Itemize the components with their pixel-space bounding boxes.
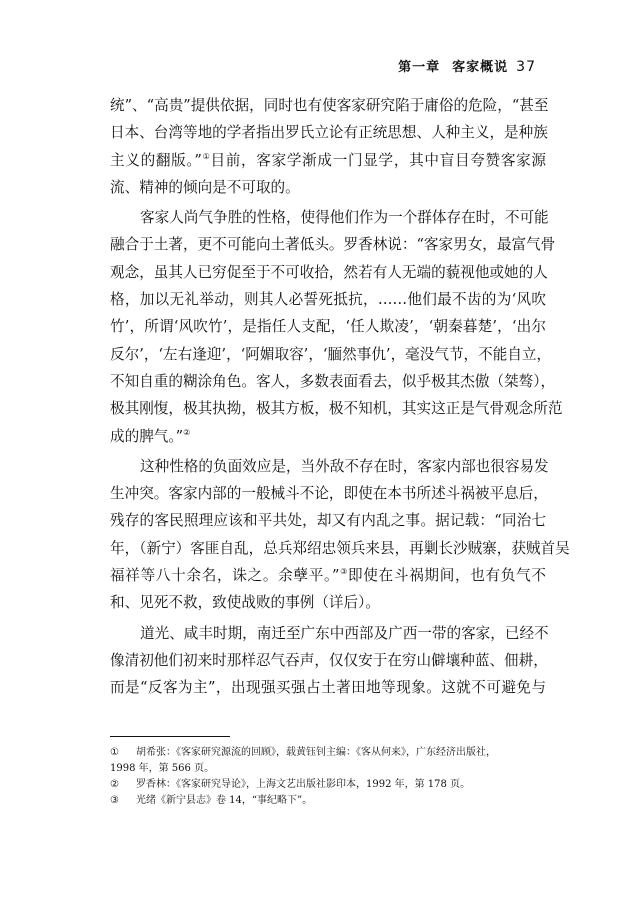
text-span: 即使在斗祸期间，也有负气不 [347, 567, 546, 585]
footnote-ref-1[interactable]: ① [201, 151, 211, 161]
text-line: 极其刚愎，极其执拗，极其方板，极不知机，其实这正是气骨观念所范 [110, 400, 563, 418]
body-text [110, 92, 570, 702]
text-line: 竹’，所谓‘风吹竹’，是指任人支配，‘任人欺凌’，‘朝秦暮楚’，‘出尔 [110, 318, 546, 336]
footnote-text-cont: 1998 年，第 566 页。 [110, 763, 215, 774]
text-line: 残存的客民照理应该和平共处，却又有内乱之事。据记载：“同治七 [110, 512, 546, 530]
text-line: 格，加以无礼举动，则其人必誓死抵抗，……他们最不齿的为‘风吹 [110, 291, 546, 309]
footnote-ref-3[interactable]: ③ [339, 567, 348, 577]
text-line: 和、见死不救，致使战败的事例（详后）。 [110, 594, 380, 612]
footnote-mark: ② [110, 779, 119, 790]
text-line: 像清初他们初来时那样忍气吞声，仅仅安于在穷山僻壤种蓝、佃耕， [110, 651, 548, 669]
text-line: 日本、台湾等地的学者指出罗氏立论有正统思想、人种主义，是种族 [110, 124, 548, 142]
page-number: 37 [516, 59, 536, 75]
text-line: 观念，虽其人已穷促至于不可收拾，然若有人无端的藐视他或她的人 [110, 263, 548, 281]
running-head [398, 56, 536, 75]
footnote-ref-2[interactable]: ② [183, 427, 191, 437]
footnote-mark: ① [110, 747, 119, 758]
footnote-text: 罗香林：《客家研究导论》，上海文艺出版社影印本，1992 年，第 178 页。 [136, 779, 471, 790]
footnote-text: 光绪《新宁县志》卷 14，“事纪略下”。 [136, 795, 313, 806]
text-line: 融合于土著，更不可能向土著低头。罗香林说：“客家男女，最富气骨 [110, 236, 556, 254]
text-line: 流、精神的倾向是不可取的。 [110, 178, 300, 196]
footnote-mark: ③ [110, 795, 119, 806]
text-line: 统”、“高贵”提供依据，同时也有使客家研究陷于庸俗的危险，“甚至 [110, 97, 549, 114]
text-span: 福祥等八十余名，诛之。余孽平。” [110, 567, 340, 585]
text-line: 生冲突。客家内部的一般械斗不论，即使在本书所述斗祸被平息后， [110, 485, 548, 503]
chapter-title: 客家概说 [452, 60, 509, 75]
text-span: 成的脾气。” [110, 427, 184, 445]
text-line: 反尔’，‘左右逢迎’，‘阿媚取容’，‘腼然事仇’，毫没气节，不能自立， [110, 345, 552, 363]
footnote-divider [110, 736, 230, 737]
text-line: 这种性格的负面效应是，当外敌不存在时，客家内部也很容易发 [140, 457, 549, 475]
text-line: 道光、咸丰时期，南迁至广东中西部及广西一带的客家，已经不 [140, 624, 549, 642]
text-span: 目前，客家学渐成一门显学，其中盲目夸赞客家源 [210, 151, 546, 169]
footnote-3 [110, 793, 550, 809]
text-line: 客家人尚气争胜的性格，使得他们作为一个群体存在时，不可能 [140, 209, 549, 227]
footnote-2 [110, 777, 550, 793]
text-line: 不知自重的糊涂角色。客人，多数表面看去，似乎极其杰傲（桀骜）， [110, 372, 556, 390]
text-line: 而是“反客为主”，出现强买强占土著田地等现象。这就不可避免与 [110, 679, 546, 697]
text-span: 主义的翻版。” [110, 151, 202, 169]
text-line [110, 147, 546, 174]
footnote-text: 胡希张：《客家研究源流的回顾》，载黄钰钊主编：《客从何来》，广东经济出版社， [136, 747, 496, 758]
text-line [110, 423, 546, 450]
text-line [110, 562, 546, 589]
footnotes [110, 745, 550, 809]
chapter-label: 第一章 [398, 60, 441, 75]
text-line: 年，（新宁）客匪自乱，总兵郑绍忠领兵来县，再剿长沙贼寨，获贼首吴 [110, 539, 570, 557]
footnote-1 [110, 745, 550, 777]
